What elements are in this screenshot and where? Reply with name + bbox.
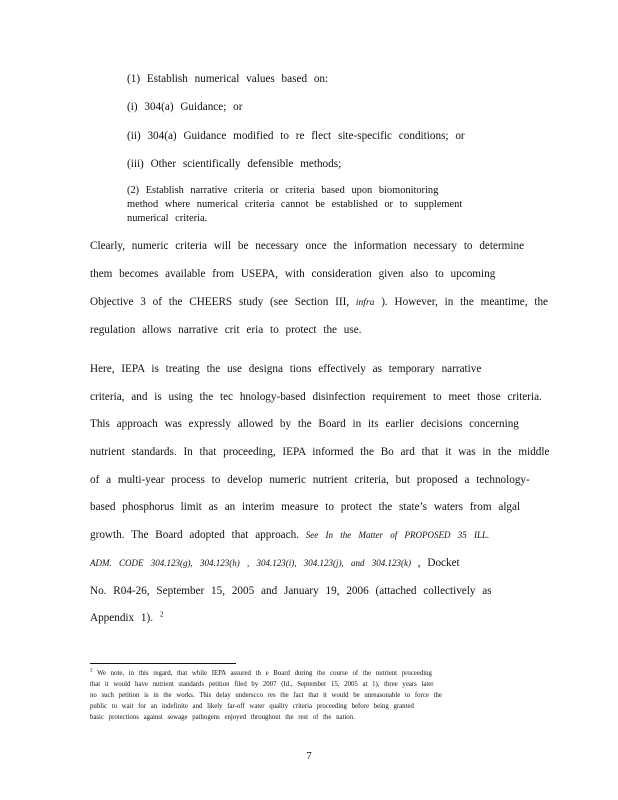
paragraph-1-line-3-end: ). However, in the meantime, the [381, 296, 549, 308]
paragraph-1-line-1: Clearly, numeric criteria will be necessary once the information necessary to determine [90, 240, 525, 252]
paragraph-2-line-1: Here, IEPA is treating the use designa tions effectively as temporary narrative [90, 363, 482, 375]
list-item-1a: (i) 304(a) Guidance; or [127, 101, 243, 113]
paragraph-2-line-7-text: growth. The Board adopted that approach. [90, 529, 299, 541]
paragraph-1-line-4: regulation allows narrative crit eria to protect the use. [90, 324, 362, 336]
paragraph-2-line-8 [90, 557, 460, 569]
page-number: 7 [306, 750, 312, 762]
list-item-2-line-2: method where numerical criteria cannot be established or to supplement [127, 199, 463, 210]
citation-italic-2: ADM. CODE 304.123(g), 304.123(h) , 304.123(i), 304.123(j), and 304.123(k) [90, 558, 411, 568]
paragraph-2-line-6: based phosphorus limit as an interim measure to protect the state’s waters from algal [90, 501, 521, 513]
footnote-line-1-text: We note, in this regard, that while IEPA assured th e Board during the course of the nutrient proceeding [97, 670, 432, 677]
list-item-2-line-1: (2) Establish narrative criteria or criteria based upon biomonitoring [127, 185, 439, 196]
paragraph-2-line-3: This approach was expressly allowed by the Board in its earlier decisions concerning [90, 418, 519, 430]
paragraph-2-line-7 [90, 529, 489, 541]
paragraph-2-line-2: criteria, and is using the tec hnology-based disinfection requirement to meet those criteria. [90, 391, 542, 403]
paragraph-1-line-2: them becomes available from USEPA, with consideration given also to upcoming [90, 268, 496, 280]
list-item-1b: (ii) 304(a) Guidance modified to re flect site-specific conditions; or [127, 130, 465, 142]
paragraph-2-line-10-text: Appendix 1). [90, 612, 154, 624]
list-item-1c: (iii) Other scientifically defensible methods; [127, 158, 342, 170]
footnote-rule [90, 663, 236, 664]
paragraph-1-line-3 [90, 296, 548, 308]
footnote-line-5: basic protections against sewage pathogens enjoyed throughout the rest of the nation. [90, 714, 355, 721]
footnote-line-3: no such petition is in the works. This delay underscco res the fact that it would be unreasonable to force the [90, 692, 442, 699]
footnote-line-4: public to wait for an indefinite and likely far-off water quality criteria proceeding before being granted [90, 703, 414, 710]
paragraph-2-line-5: of a multi-year process to develop numeric nutrient criteria, but proposed a technology- [90, 474, 530, 486]
footnote-marker: 2 [90, 668, 93, 674]
paragraph-2-line-10 [90, 612, 163, 624]
citation-italic-1: See In the Matter of PROPOSED 35 ILL. [305, 530, 490, 540]
list-item-2-line-3: numerical criteria. [127, 213, 208, 224]
paragraph-2-line-4: nutrient standards. In that proceeding, IEPA informed the Bo ard that it was in the middle [90, 446, 550, 458]
paragraph-2-line-9: No. R04-26, September 15, 2005 and January 19, 2006 (attached collectively as [90, 585, 492, 597]
footnote-line-2: that it would have nutrient standards petition filed by 2007 (Id., September 15, 2005 at 1), three years later [90, 681, 434, 688]
paragraph-1-line-3-text: Objective 3 of the CHEERS study (see Section III, [90, 296, 350, 308]
paragraph-2-line-8-end: , Docket [417, 557, 460, 569]
footnote-line-1 [90, 670, 432, 677]
footnote-reference: 2 [159, 610, 164, 619]
list-item-1: (1) Establish numerical values based on: [127, 73, 329, 85]
infra-italic: infra [355, 298, 375, 308]
